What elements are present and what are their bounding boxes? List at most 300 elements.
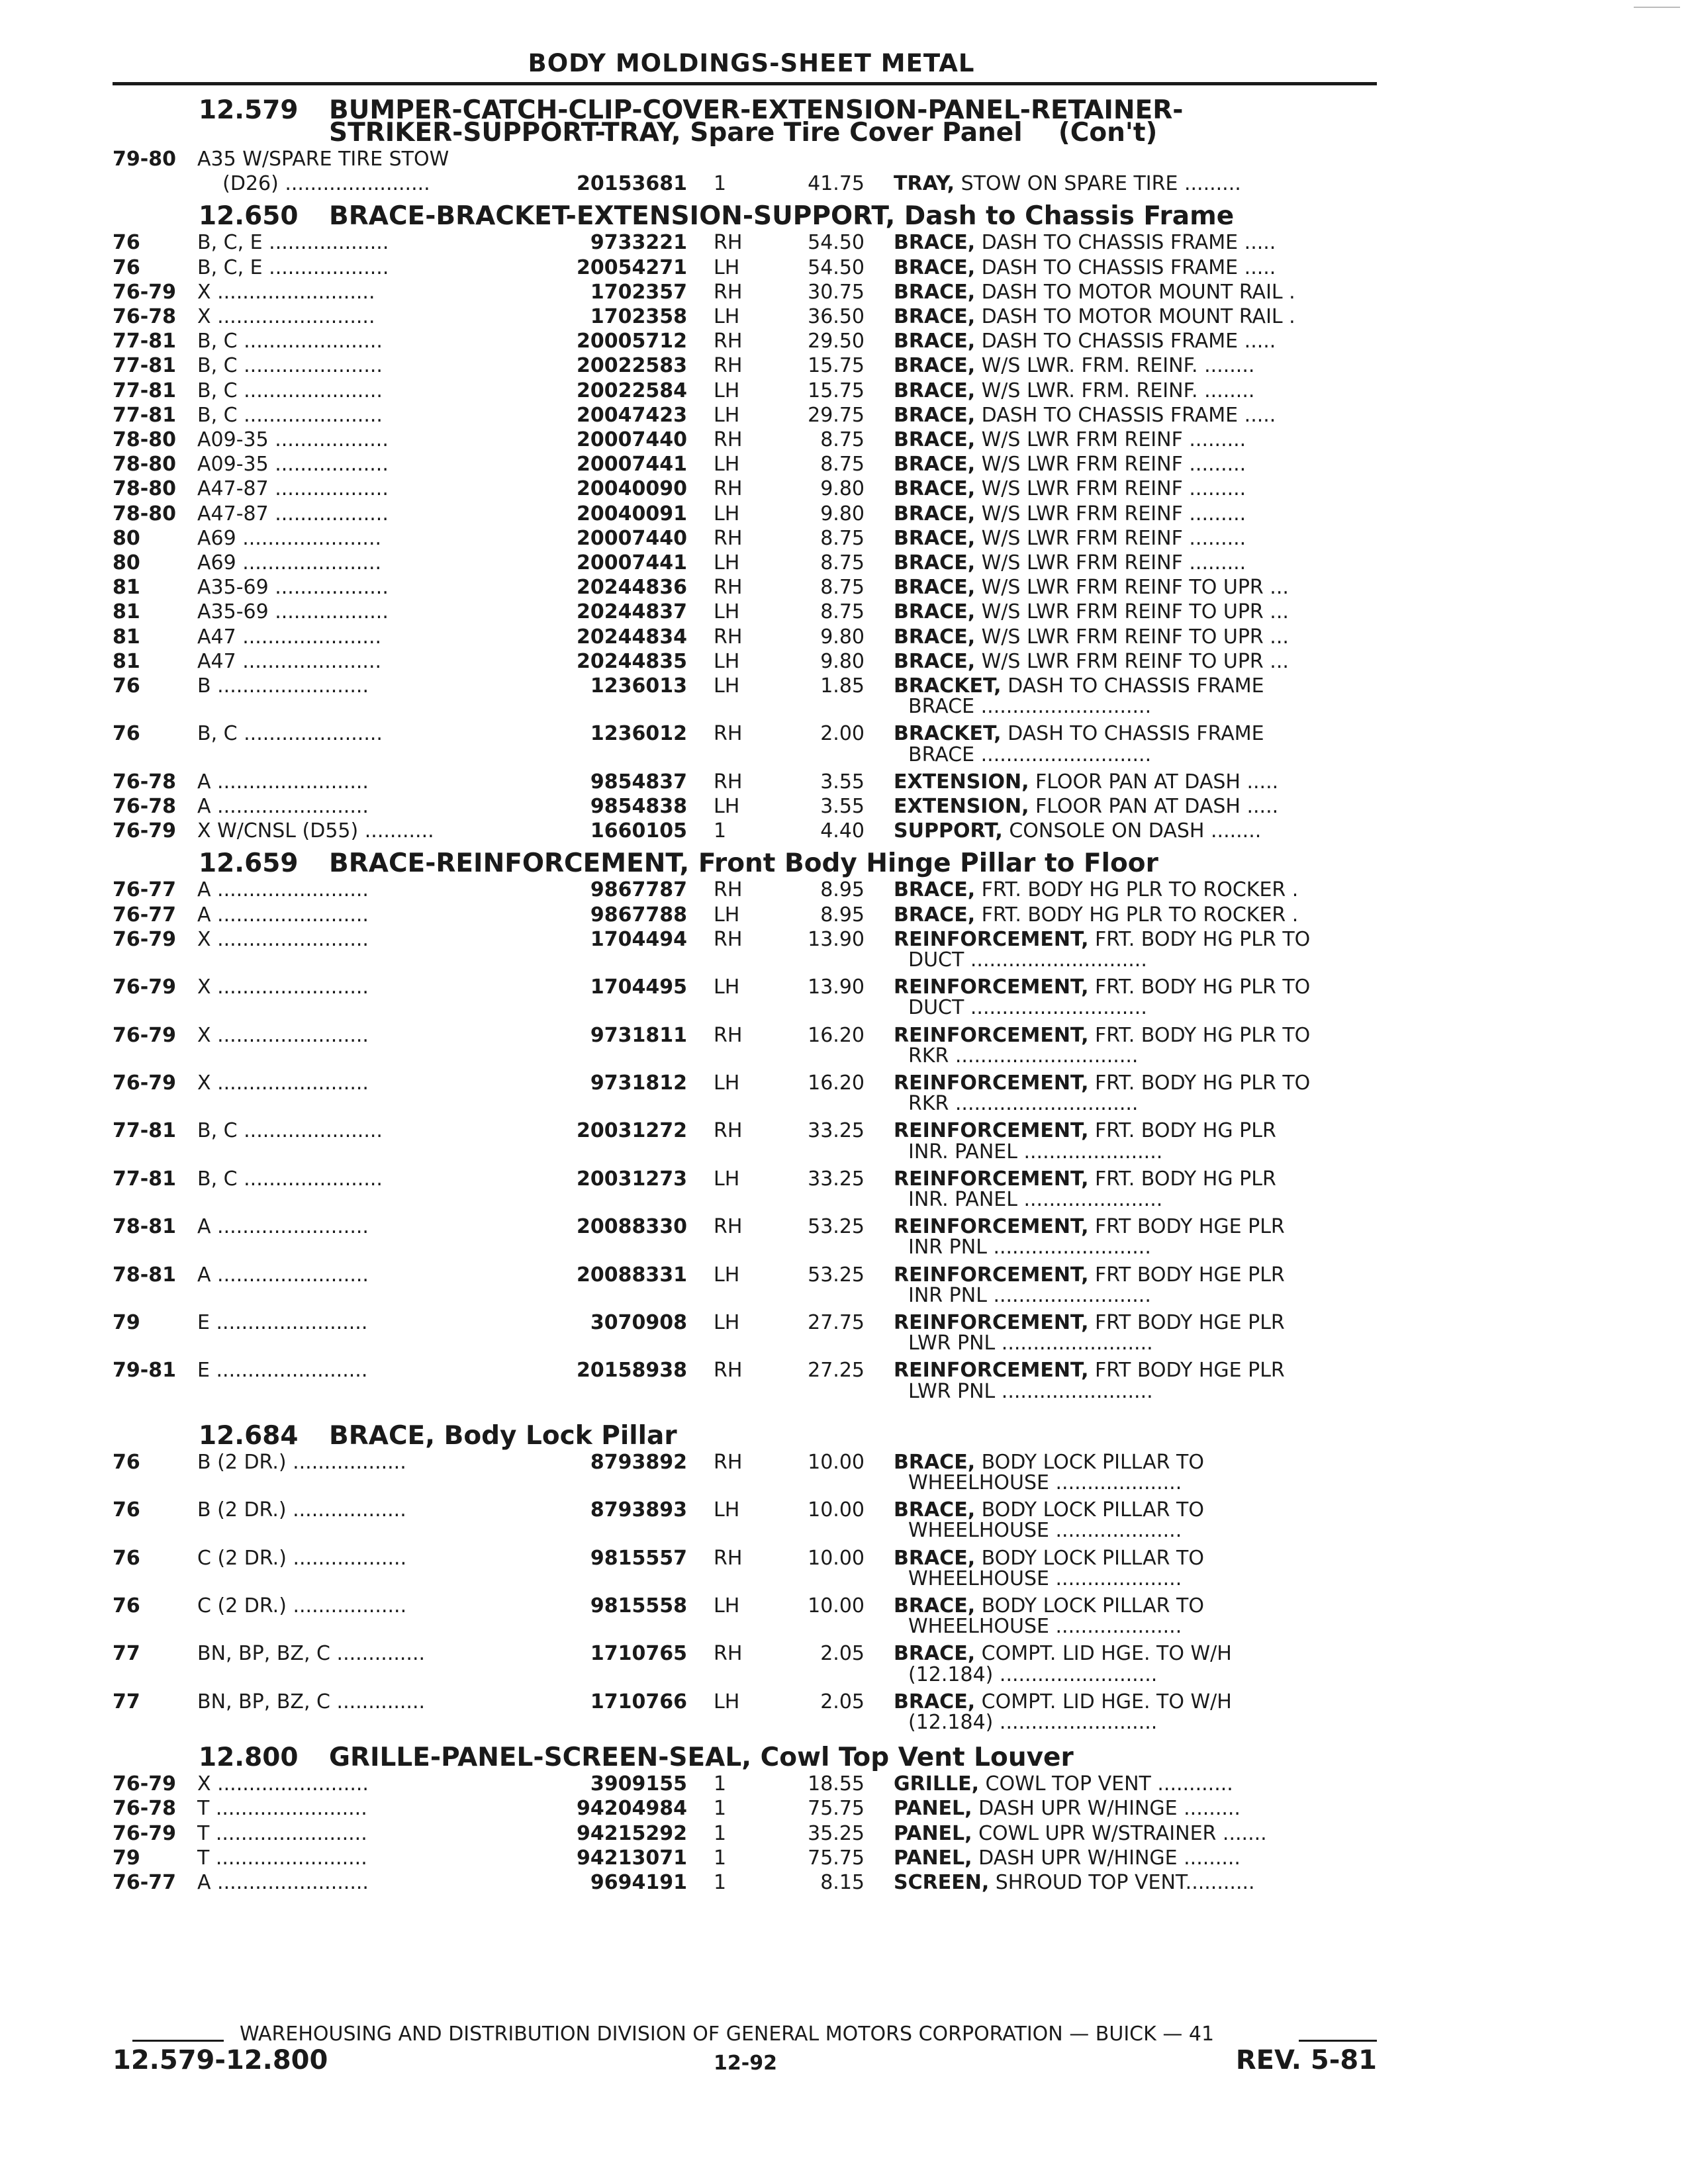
part-detail: W/S LWR FRM REINF TO UPR ... xyxy=(975,576,1289,600)
part-detail: FRT. BODY HG PLR xyxy=(1088,1119,1276,1143)
section-title: GRILLE-PANEL-SCREEN-SEAL, Cowl Top Vent Louver xyxy=(329,1743,1074,1773)
part-description xyxy=(894,1024,1310,1047)
part-detail: DASH TO MOTOR MOUNT RAIL . xyxy=(975,280,1295,304)
part-row xyxy=(0,1846,1688,1870)
part-description xyxy=(894,929,1310,951)
part-number: 1710766 xyxy=(590,1690,687,1713)
price: 8.95 xyxy=(820,903,865,927)
price: 4.40 xyxy=(820,819,865,843)
part-number: 20244837 xyxy=(577,600,687,624)
part-description xyxy=(894,380,1254,402)
part-number: 1660105 xyxy=(590,819,687,843)
part-detail: DASH TO CHASSIS FRAME ..... xyxy=(975,231,1276,255)
side-qty: RH xyxy=(714,1359,743,1383)
part-name: REINFORCEMENT, xyxy=(894,1215,1089,1239)
price: 54.50 xyxy=(808,231,865,255)
side-qty: LH xyxy=(714,1263,740,1287)
price: 2.05 xyxy=(820,1690,865,1713)
part-description xyxy=(894,232,1276,254)
price: 10.00 xyxy=(808,1546,865,1570)
part-row xyxy=(0,526,1688,550)
part-detail: FLOOR PAN AT DASH ..... xyxy=(1029,795,1279,818)
part-name: REINFORCEMENT, xyxy=(894,1023,1089,1047)
description-continuation: BRACE ........................... xyxy=(908,695,1152,719)
model-code: T ........................ xyxy=(197,1821,367,1845)
part-name: BRACE, xyxy=(894,1546,976,1570)
part-number: 20005712 xyxy=(577,330,687,353)
model-year: 76-79 xyxy=(113,1821,176,1845)
model-year: 77 xyxy=(113,1642,140,1666)
part-detail: FRT. BODY HG PLR TO xyxy=(1088,1023,1311,1047)
part-row xyxy=(0,1214,1688,1238)
price: 33.25 xyxy=(808,1119,865,1143)
side-qty: LH xyxy=(714,453,740,477)
part-detail: W/S LWR FRM REINF ......... xyxy=(975,453,1246,477)
price: 2.00 xyxy=(820,722,865,746)
model-year: 78-81 xyxy=(113,1263,176,1287)
model-year: 76-79 xyxy=(113,927,176,951)
model-code: X ......................... xyxy=(197,305,375,328)
part-description xyxy=(894,1359,1285,1382)
part-description xyxy=(894,1872,1255,1894)
part-name: REINFORCEMENT, xyxy=(894,1359,1089,1383)
part-description xyxy=(894,1264,1285,1287)
part-detail: BODY LOCK PILLAR TO xyxy=(975,1498,1204,1522)
part-number: 9854837 xyxy=(590,770,687,794)
side-qty: RH xyxy=(714,526,743,550)
price: 8.75 xyxy=(820,453,865,477)
model-year: 76 xyxy=(113,231,140,255)
model-code: B ........................ xyxy=(197,674,369,698)
corner-mark xyxy=(1634,7,1680,8)
description-continuation: RKR ............................. xyxy=(908,1092,1139,1116)
section-title: BUMPER-CATCH-CLIP-COVER-EXTENSION-PANEL-RETAINER- xyxy=(329,95,1184,125)
side-qty: RH xyxy=(714,625,743,649)
part-description xyxy=(894,1499,1204,1522)
section-number: 12.659 xyxy=(199,848,299,879)
price: 3.55 xyxy=(820,770,865,794)
part-description xyxy=(894,1216,1285,1238)
model-year: 77-81 xyxy=(113,330,176,353)
part-number: 8793893 xyxy=(590,1498,687,1522)
part-description xyxy=(894,601,1289,623)
model-code: B, C ...................... xyxy=(197,403,383,427)
part-row xyxy=(0,1118,1688,1142)
part-row xyxy=(0,304,1688,328)
part-row xyxy=(0,1263,1688,1287)
model-year: 76-79 xyxy=(113,976,176,999)
side-qty: RH xyxy=(714,330,743,353)
part-row xyxy=(0,674,1688,698)
price: 9.80 xyxy=(820,477,865,501)
part-detail: DASH TO CHASSIS FRAME ..... xyxy=(975,330,1276,353)
price: 75.75 xyxy=(808,1797,865,1821)
price: 29.75 xyxy=(808,403,865,427)
part-row xyxy=(0,255,1688,279)
model-code: A ........................ xyxy=(197,878,369,902)
price: 54.50 xyxy=(808,255,865,279)
part-detail: COWL TOP VENT ............ xyxy=(979,1772,1233,1796)
model-code: B, C ...................... xyxy=(197,1119,383,1143)
part-detail: W/S LWR FRM REINF ......... xyxy=(975,477,1246,501)
part-detail: COWL UPR W/STRAINER ....... xyxy=(972,1821,1267,1845)
price: 27.25 xyxy=(808,1359,865,1383)
part-detail: DASH UPR W/HINGE ......... xyxy=(972,1846,1241,1870)
side-qty: RH xyxy=(714,280,743,304)
price: 8.95 xyxy=(820,878,865,902)
side-qty: RH xyxy=(714,1119,743,1143)
part-row xyxy=(0,1546,1688,1570)
part-row xyxy=(0,147,1688,171)
model-code: A ........................ xyxy=(197,795,369,818)
part-row xyxy=(0,428,1688,451)
description-continuation: INR PNL ......................... xyxy=(908,1283,1151,1307)
part-name: SCREEN, xyxy=(894,1871,990,1894)
part-row xyxy=(0,1821,1688,1845)
part-detail: DASH UPR W/HINGE ......... xyxy=(972,1797,1241,1821)
part-name: BRACE, xyxy=(894,526,976,550)
side-qty: LH xyxy=(714,903,740,927)
part-detail: FRT BODY HGE PLR xyxy=(1088,1311,1285,1334)
model-year: 78-80 xyxy=(113,428,176,451)
part-name: REINFORCEMENT, xyxy=(894,1311,1089,1334)
side-qty: RH xyxy=(714,770,743,794)
description-continuation: DUCT ............................ xyxy=(908,948,1147,972)
part-name: BRACE, xyxy=(894,903,976,927)
model-code: A35-69 .................. xyxy=(197,600,389,624)
part-name: BRACKET, xyxy=(894,674,1002,698)
part-description xyxy=(894,478,1246,500)
part-number: 94215292 xyxy=(577,1821,687,1845)
side-qty: RH xyxy=(714,428,743,451)
price: 15.75 xyxy=(808,354,865,378)
part-row xyxy=(0,1450,1688,1474)
side-qty: LH xyxy=(714,1167,740,1191)
model-year: 77 xyxy=(113,1690,140,1713)
part-number: 9733221 xyxy=(590,231,687,255)
side-qty: 1 xyxy=(714,819,727,843)
part-number: 20007441 xyxy=(577,453,687,477)
model-year: 76-78 xyxy=(113,1797,176,1821)
part-name: REINFORCEMENT, xyxy=(894,1263,1089,1287)
part-name: REINFORCEMENT, xyxy=(894,1167,1089,1191)
part-number: 1702357 xyxy=(590,280,687,304)
price: 8.75 xyxy=(820,428,865,451)
side-qty: 1 xyxy=(714,1846,727,1870)
model-year: 77-81 xyxy=(113,354,176,378)
part-number: 8793892 xyxy=(590,1450,687,1474)
part-number: 20244835 xyxy=(577,649,687,673)
part-description xyxy=(894,1823,1267,1845)
side-qty: LH xyxy=(714,502,740,525)
model-year: 76 xyxy=(113,1594,140,1617)
model-code: A ........................ xyxy=(197,1871,369,1894)
model-year: 76-79 xyxy=(113,280,176,304)
price: 13.90 xyxy=(808,976,865,999)
model-year: 79-81 xyxy=(113,1359,176,1383)
part-detail: FRT. BODY HG PLR TO xyxy=(1088,927,1311,951)
part-detail: DASH TO CHASSIS FRAME xyxy=(1001,674,1264,698)
model-year: 81 xyxy=(113,625,140,649)
model-year: 76-78 xyxy=(113,770,176,794)
model-code: E ........................ xyxy=(197,1359,368,1383)
part-description xyxy=(894,1773,1233,1796)
part-row xyxy=(0,280,1688,304)
price: 8.75 xyxy=(820,526,865,550)
side-qty: LH xyxy=(714,649,740,673)
model-code: BN, BP, BZ, C .............. xyxy=(197,1690,426,1713)
model-code: A09-35 .................. xyxy=(197,428,389,451)
model-year: 81 xyxy=(113,649,140,673)
side-qty: 1 xyxy=(714,172,727,196)
part-detail: FRT. BODY HG PLR xyxy=(1088,1167,1276,1191)
part-detail: W/S LWR FRM REINF TO UPR ... xyxy=(975,600,1289,624)
side-qty: RH xyxy=(714,878,743,902)
side-qty: 1 xyxy=(714,1871,727,1894)
part-name: BRACE, xyxy=(894,280,976,304)
part-description xyxy=(894,1120,1276,1142)
price: 53.25 xyxy=(808,1215,865,1239)
price: 9.80 xyxy=(820,649,865,673)
section-number: 12.579 xyxy=(199,95,299,125)
part-description xyxy=(894,1312,1285,1334)
part-description xyxy=(894,404,1276,427)
part-detail: COMPT. LID HGE. TO W/H xyxy=(975,1642,1232,1666)
model-code: X ........................ xyxy=(197,1772,369,1796)
part-name: BRACE, xyxy=(894,379,976,402)
section-number: 12.650 xyxy=(199,201,299,232)
model-year: 76 xyxy=(113,1546,140,1570)
price: 8.75 xyxy=(820,576,865,600)
part-detail: W/S LWR FRM REINF ......... xyxy=(975,502,1246,525)
part-detail: W/S LWR FRM REINF TO UPR ... xyxy=(975,649,1289,673)
price: 3.55 xyxy=(820,795,865,818)
part-number: 9815558 xyxy=(590,1594,687,1617)
side-qty: RH xyxy=(714,927,743,951)
price: 75.75 xyxy=(808,1846,865,1870)
part-row xyxy=(0,379,1688,402)
model-code: X ........................ xyxy=(197,927,369,951)
part-number: 20040091 xyxy=(577,502,687,525)
model-year: 76-78 xyxy=(113,305,176,328)
part-description xyxy=(894,976,1310,999)
price: 29.50 xyxy=(808,330,865,353)
part-detail: FRT BODY HGE PLR xyxy=(1088,1215,1285,1239)
model-code: A47 ...................... xyxy=(197,625,382,649)
side-qty: RH xyxy=(714,354,743,378)
model-code: A35 W/SPARE TIRE STOW xyxy=(197,148,449,171)
part-name: BRACE, xyxy=(894,428,976,451)
part-detail: FRT BODY HGE PLR xyxy=(1088,1359,1285,1383)
footer-publisher: WAREHOUSING AND DISTRIBUTION DIVISION OF GENERAL MOTORS CORPORATION — BUICK — 41 xyxy=(240,2023,1215,2046)
part-number: 9694191 xyxy=(590,1871,687,1894)
header-rule xyxy=(113,82,1377,85)
model-year: 80 xyxy=(113,526,140,550)
part-number: 3070908 xyxy=(590,1311,687,1334)
price: 33.25 xyxy=(808,1167,865,1191)
model-year: 79-80 xyxy=(113,148,176,171)
part-description xyxy=(894,879,1298,901)
section-title: BRACE, Body Lock Pillar xyxy=(329,1420,677,1451)
model-code: T ........................ xyxy=(197,1797,367,1821)
model-year: 76 xyxy=(113,722,140,746)
part-name: PANEL, xyxy=(894,1846,972,1870)
model-year: 79 xyxy=(113,1846,140,1870)
part-description xyxy=(894,1168,1276,1191)
part-row xyxy=(0,502,1688,525)
part-row xyxy=(0,171,1688,195)
part-row xyxy=(0,1358,1688,1382)
part-description xyxy=(894,552,1246,574)
part-detail: BODY LOCK PILLAR TO xyxy=(975,1546,1204,1570)
part-number: 20244834 xyxy=(577,625,687,649)
part-detail: FRT. BODY HG PLR TO xyxy=(1088,1071,1311,1095)
part-name: REINFORCEMENT, xyxy=(894,976,1089,999)
model-code: E ........................ xyxy=(197,1311,368,1334)
part-number: 9731812 xyxy=(590,1071,687,1095)
part-description xyxy=(894,453,1246,476)
part-number: 9815557 xyxy=(590,1546,687,1570)
part-row xyxy=(0,1310,1688,1334)
part-number: 9867787 xyxy=(590,878,687,902)
model-year: 76 xyxy=(113,1450,140,1474)
model-code: B, C ...................... xyxy=(197,379,383,402)
side-qty: RH xyxy=(714,231,743,255)
model-year: 76-77 xyxy=(113,878,176,902)
price: 36.50 xyxy=(808,305,865,328)
part-description xyxy=(894,904,1298,927)
model-year: 80 xyxy=(113,551,140,574)
model-year: 78-81 xyxy=(113,1215,176,1239)
model-year: 78-80 xyxy=(113,453,176,477)
part-number: 9867788 xyxy=(590,903,687,927)
part-row xyxy=(0,1690,1688,1713)
side-qty: RH xyxy=(714,576,743,600)
part-name: BRACE, xyxy=(894,330,976,353)
part-name: REINFORCEMENT, xyxy=(894,1071,1089,1095)
part-name: BRACE, xyxy=(894,600,976,624)
part-detail: FRT BODY HGE PLR xyxy=(1088,1263,1285,1287)
part-row xyxy=(0,1023,1688,1047)
model-code: A09-35 .................. xyxy=(197,453,389,477)
price: 30.75 xyxy=(808,280,865,304)
part-name: BRACE, xyxy=(894,477,976,501)
part-row xyxy=(0,551,1688,574)
model-year: 76-78 xyxy=(113,795,176,818)
part-detail: DASH TO CHASSIS FRAME ..... xyxy=(975,403,1276,427)
part-row xyxy=(0,1071,1688,1095)
price: 35.25 xyxy=(808,1821,865,1845)
part-number: 9731811 xyxy=(590,1023,687,1047)
model-year: 78-80 xyxy=(113,502,176,525)
part-description xyxy=(894,257,1276,279)
page-title: BODY MOLDINGS-SHEET METAL xyxy=(528,49,975,77)
part-number: 20022584 xyxy=(577,379,687,402)
part-row xyxy=(0,600,1688,623)
part-row xyxy=(0,575,1688,599)
side-qty: LH xyxy=(714,976,740,999)
price: 16.20 xyxy=(808,1071,865,1095)
part-number: 1704494 xyxy=(590,927,687,951)
part-number: 1704495 xyxy=(590,976,687,999)
price: 41.75 xyxy=(808,172,865,196)
model-year: 76-79 xyxy=(113,1071,176,1095)
model-code: A69 ...................... xyxy=(197,526,382,550)
part-name: BRACE, xyxy=(894,453,976,477)
part-detail: DASH TO MOTOR MOUNT RAIL . xyxy=(975,305,1295,328)
part-number: 20047423 xyxy=(577,403,687,427)
model-code: B, C, E ................... xyxy=(197,255,389,279)
model-code: B (2 DR.) .................. xyxy=(197,1450,406,1474)
section-number: 12.684 xyxy=(199,1420,299,1451)
part-number: 1236013 xyxy=(590,674,687,698)
part-number: 1702358 xyxy=(590,305,687,328)
price: 10.00 xyxy=(808,1450,865,1474)
part-description xyxy=(894,1595,1204,1617)
part-name: BRACE, xyxy=(894,625,976,649)
section-title: BRACE-REINFORCEMENT, Front Body Hinge Pillar to Floor xyxy=(329,848,1158,879)
model-year: 76-79 xyxy=(113,819,176,843)
part-description xyxy=(894,626,1289,649)
price: 8.75 xyxy=(820,551,865,574)
part-name: REINFORCEMENT, xyxy=(894,927,1089,951)
model-code: X W/CNSL (D55) ........... xyxy=(197,819,434,843)
model-code: X ........................ xyxy=(197,1023,369,1047)
description-continuation: LWR PNL ........................ xyxy=(908,1332,1153,1355)
part-row xyxy=(0,329,1688,353)
description-continuation: WHEELHOUSE .................... xyxy=(908,1471,1182,1494)
price: 15.75 xyxy=(808,379,865,402)
part-name: BRACE, xyxy=(894,255,976,279)
part-name: BRACE, xyxy=(894,231,976,255)
part-row xyxy=(0,1870,1688,1894)
model-year: 76-79 xyxy=(113,1023,176,1047)
part-name: BRACE, xyxy=(894,305,976,328)
part-number: 9854838 xyxy=(590,795,687,818)
part-name: BRACE, xyxy=(894,649,976,673)
side-qty: LH xyxy=(714,1594,740,1617)
part-number: 20088330 xyxy=(577,1215,687,1239)
model-code: A ........................ xyxy=(197,770,369,794)
part-number: 20088331 xyxy=(577,1263,687,1287)
side-qty: 1 xyxy=(714,1797,727,1821)
model-code: X ........................ xyxy=(197,976,369,999)
part-description xyxy=(894,330,1276,353)
part-detail: FRT. BODY HG PLR TO ROCKER . xyxy=(975,878,1299,902)
part-detail: BODY LOCK PILLAR TO xyxy=(975,1450,1204,1474)
part-name: BRACE, xyxy=(894,354,976,378)
description-continuation: WHEELHOUSE .................... xyxy=(908,1519,1182,1543)
side-qty: RH xyxy=(714,1450,743,1474)
footer-page-number: 12-92 xyxy=(714,2052,777,2075)
part-row xyxy=(0,975,1688,999)
part-name: GRILLE, xyxy=(894,1772,980,1796)
model-code: B, C ...................... xyxy=(197,1167,383,1191)
footer-section-range: 12.579-12.800 xyxy=(113,2045,328,2075)
part-row xyxy=(0,1796,1688,1820)
part-row xyxy=(0,230,1688,254)
price: 27.75 xyxy=(808,1311,865,1334)
part-row xyxy=(0,1498,1688,1522)
side-qty: LH xyxy=(714,1690,740,1713)
part-name: BRACE, xyxy=(894,878,976,902)
part-description xyxy=(894,281,1295,304)
part-detail: DASH TO CHASSIS FRAME xyxy=(1001,722,1264,746)
description-continuation: (12.184) ......................... xyxy=(908,1711,1158,1734)
side-qty: LH xyxy=(714,674,740,698)
section-title: STRIKER-SUPPORT-TRAY, Spare Tire Cover Panel (Con't) xyxy=(329,118,1158,148)
model-code: B, C, E ................... xyxy=(197,231,389,255)
